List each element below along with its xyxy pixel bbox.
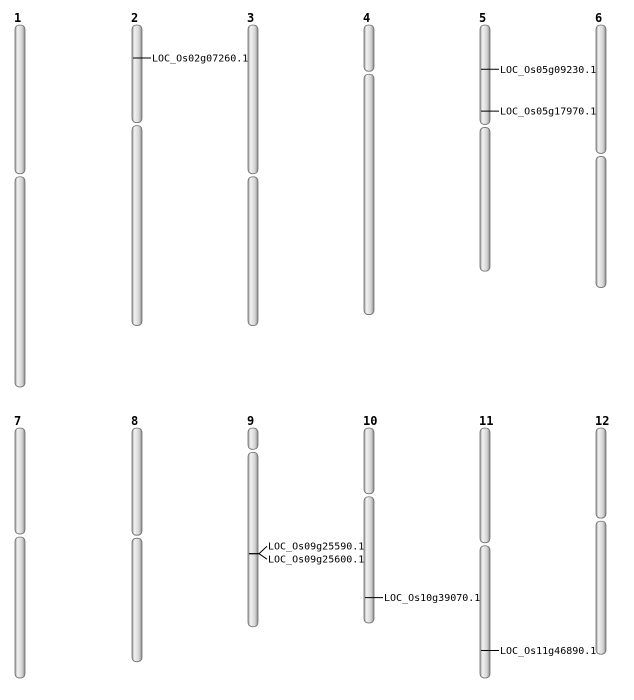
chromosome-long-arm [596,156,606,287]
chromosome-long-arm [480,127,490,271]
gene-connector [259,554,267,560]
chromosome-number: 9 [247,414,255,428]
chromosome-short-arm [15,428,25,534]
chromosome-2 [131,11,248,325]
chromosome-short-arm [132,25,142,123]
gene-marker [481,107,596,118]
chromosome-short-arm [480,428,490,543]
chromosome-short-arm [15,25,25,174]
chromosome-number: 12 [595,414,610,428]
chromosome-short-arm [596,428,606,518]
chromosome-long-arm [480,546,490,678]
chromosome-number: 1 [14,11,22,25]
chromosome-8 [131,414,142,662]
chromosome-long-arm [15,537,25,678]
chromosome-3 [247,11,258,325]
gene-marker [481,646,596,657]
chromosome-1 [14,11,25,387]
chromosome-number: 8 [131,414,139,428]
chromosome-long-arm [248,452,258,626]
chromosome-short-arm [596,25,606,153]
gene-label: LOC_Os09g25590.1 [268,541,365,553]
gene-marker [249,554,364,566]
gene-label: LOC_Os10g39070.1 [384,593,481,605]
chromosome-number: 10 [363,414,378,428]
chromosome-long-arm [132,538,142,662]
gene-marker [481,65,596,76]
chromosome-12 [595,414,609,654]
chromosome-5 [479,11,596,271]
chromosome-short-arm [248,25,258,174]
chromosome-number: 4 [363,11,371,25]
chromosome-short-arm [480,25,490,124]
gene-label: LOC_Os05g09230.1 [500,64,597,76]
chromosome-7 [14,414,25,678]
gene-connector [259,546,267,554]
chromosome-short-arm [132,428,142,535]
chromosome-number: 11 [479,414,494,428]
chromosome-10 [363,414,480,623]
chromosome-4 [363,11,374,315]
gene-label: LOC_Os02g07260.1 [152,53,249,65]
chromosome-short-arm [364,25,374,71]
gene-label: LOC_Os09g25600.1 [268,554,365,566]
chromosome-long-arm [364,497,374,623]
chromosome-long-arm [15,177,25,387]
gene-label: LOC_Os05g17970.1 [500,106,597,118]
gene-marker [133,54,248,65]
chromosome-long-arm [248,177,258,326]
gene-label: LOC_Os11g46890.1 [500,646,597,657]
chromosome-long-arm [132,126,142,326]
gene-marker [249,542,364,554]
chromosome-11 [479,414,596,678]
chromosome-number: 6 [595,11,603,25]
chromosome-6 [595,11,606,287]
chromosome-short-arm [364,428,374,494]
chromosome-9 [247,414,364,627]
chromosome-number: 2 [131,11,139,25]
chromosome-long-arm [596,521,606,654]
chromosomes-layer [14,11,609,678]
chromosome-number: 7 [14,414,22,428]
chromosome-number: 3 [247,11,255,25]
chromosome-long-arm [364,74,374,314]
gene-marker [365,593,480,604]
chromosome-short-arm [248,428,258,449]
chromosome-number: 5 [479,11,487,25]
